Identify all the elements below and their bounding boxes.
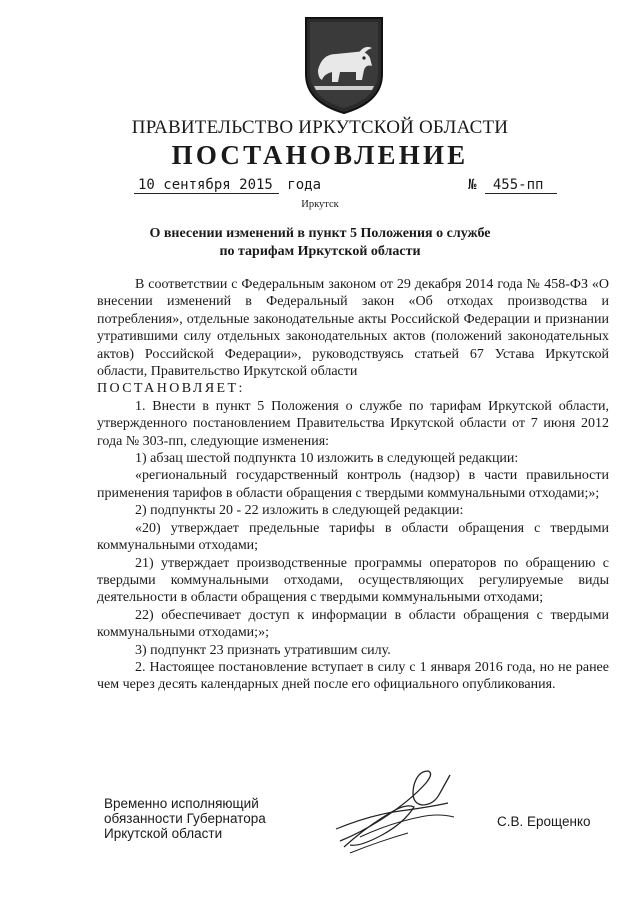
title-line-1: О внесении изменений в пункт 5 Положения о службе <box>149 226 491 241</box>
date-value: 10 сентября 2015 <box>134 177 279 194</box>
government-name: ПРАВИТЕЛЬСТВО ИРКУТСКОЙ ОБЛАСТИ <box>131 117 509 138</box>
paragraph-subitem-3: 3) подпункт 23 признать утратившим силу. <box>135 642 391 658</box>
paragraph-clause-20: «20) утверждает предельные тарифы в области обращения с твердыми коммунальными отходами; <box>97 520 609 554</box>
position-line-3: Иркутской области <box>104 826 223 841</box>
document-date <box>134 177 321 193</box>
document-title <box>0 225 640 261</box>
decree-word: ПОСТАНОВЛЯЕТ: <box>97 381 245 397</box>
paragraph-item-1: 1. Внести в пункт 5 Положения о службе по тарифам Иркутской области, утвержденного постановлением Правительства Иркутской области от 7 июня 2012 года № 303-пп, следующие изменения: <box>97 398 609 449</box>
title-line-2: по тарифам Иркутской области <box>219 244 421 259</box>
document-number <box>468 177 557 193</box>
number-value: 455-пп <box>485 177 558 194</box>
paragraph-subitem-1: 1) абзац шестой подпункта 10 изложить в следующей редакции: <box>135 451 519 467</box>
document-city: Иркутск <box>301 199 339 210</box>
paragraph-subitem-2: 2) подпункты 20 - 22 изложить в следующей редакции: <box>135 503 464 519</box>
number-prefix: № <box>468 177 477 193</box>
paragraph-quote-control: «региональный государственный контроль (надзор) в части правильности применения тарифов в области обращения с твердыми коммунальными отходами;»; <box>97 468 609 501</box>
signatory-name: С.В. Ерощенко <box>497 814 591 829</box>
handwritten-signature <box>330 763 470 863</box>
document-body <box>97 276 609 694</box>
coat-of-arms-icon <box>300 14 388 116</box>
paragraph-item-2: 2. Настоящее постановление вступает в силу с 1 января 2016 года, но не ранее чем через десять календарных дней после его официального опубликования. <box>97 659 609 693</box>
date-suffix: года <box>287 177 322 193</box>
position-line-1: Временно исполняющий <box>104 796 259 811</box>
paragraph-preamble: В соответствии с Федеральным законом от 29 декабря 2014 года № 458-ФЗ «О внесении изменений в Федеральный закон «Об отходах производства и потребления», отдельные законодательные акты Российской Федерации и признании утратившими силу отдельных законодательных актов (положений законодательных актов) Российской Федерации», руководствуясь статьей 67 Устава Иркутской области, Правительство Иркутской области <box>97 277 609 380</box>
document-type: ПОСТАНОВЛЕНИЕ <box>171 140 469 170</box>
position-line-2: обязанности Губернатора <box>104 811 266 826</box>
paragraph-clause-22: 22) обеспечивает доступ к информации в области обращения с твердыми коммунальными отходами;»; <box>97 607 609 641</box>
paragraph-clause-21: 21) утверждает производственные программы операторов по обращению с твердыми коммунальными отходами, осуществляющих регулируемые виды деятельности в области обращения с твердыми коммунальными отходами; <box>97 555 609 606</box>
signatory-position <box>104 796 266 841</box>
